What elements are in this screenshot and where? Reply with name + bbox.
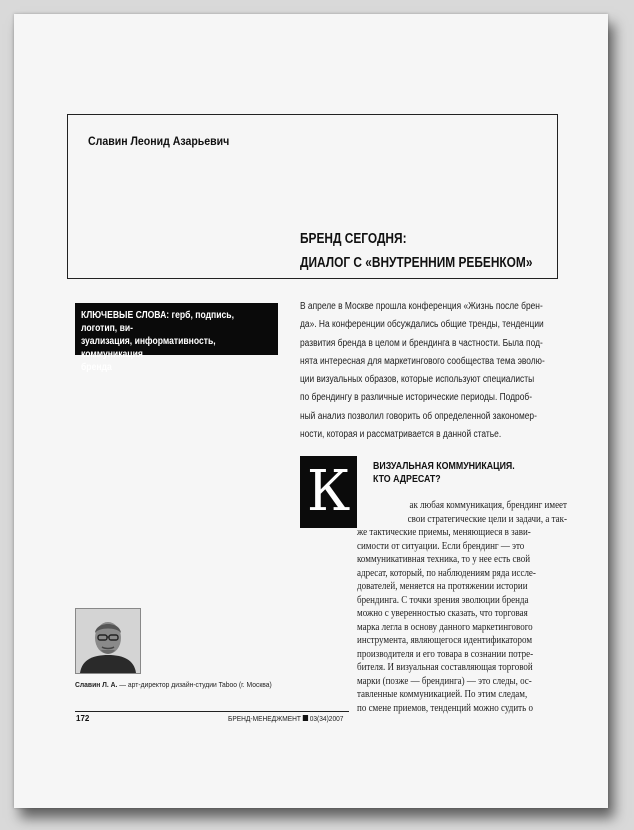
body-line: по смене приемов, тенденций можно судить о xyxy=(357,702,533,714)
article-title-line-2: ДИАЛОГ С «ВНУТРЕННИМ РЕБЕНКОМ» xyxy=(300,255,533,271)
article-title-line-1: БРЕНД СЕГОДНЯ: xyxy=(300,231,407,247)
body-line: производителя и его товара в сознании потре- xyxy=(357,648,534,660)
page-number: 172 xyxy=(76,714,90,723)
journal-footer xyxy=(228,714,343,723)
photo-caption xyxy=(75,680,272,689)
footer-rule xyxy=(75,711,349,712)
body-line: тавленные коммуникацией. По этим следам, xyxy=(357,689,528,700)
abstract xyxy=(300,298,574,444)
body-line: можно с уверенностью сказать, что торговая xyxy=(357,608,528,619)
body-line: же тактические приемы, меняющиеся в зави- xyxy=(357,527,531,538)
abstract-line: В апреле в Москве прошла конференция «Жизнь после брен- xyxy=(300,301,543,312)
section-heading xyxy=(373,460,515,486)
keywords-line: зуализация, информативность, коммуникация xyxy=(81,336,216,360)
section-heading-line-1: ВИЗУАЛЬНАЯ КОММУНИКАЦИЯ. xyxy=(373,460,515,472)
abstract-line: развития бренда в целом и брендинга в частности. Была под- xyxy=(300,337,543,349)
abstract-line: ности, которая и рассматривается в данной статье. xyxy=(300,429,502,441)
body-line: бителя. И визуальная составляющая торговой xyxy=(357,662,533,673)
drop-cap: К xyxy=(300,456,357,528)
author-photo xyxy=(75,608,141,674)
caption-text: — арт-директор дизайн-студии Taboo (г. Москва) xyxy=(117,680,272,689)
body-text xyxy=(357,499,567,715)
journal-name: БРЕНД-МЕНЕДЖМЕНТ xyxy=(228,714,301,723)
abstract-line: ции визуальных образов, которые используют специалисты xyxy=(300,374,535,386)
caption-name: Славин Л. А. xyxy=(75,680,118,689)
article-title xyxy=(300,227,532,275)
article-header-box xyxy=(67,114,558,279)
body-line: марки (позже — брендинга) — это следы, ос- xyxy=(357,675,532,687)
section-heading-line-2: КТО АДРЕСАТ? xyxy=(373,473,441,485)
body-line: марка легла в основу данного маркетингового xyxy=(357,621,533,633)
abstract-line: ный анализ позволил говорить об определенной закономер- xyxy=(300,410,537,422)
abstract-line: по брендингу в различные исторические периоды. Подроб- xyxy=(300,392,532,404)
body-line: ак любая коммуникация, брендинг имеет xyxy=(409,500,567,511)
abstract-line: нята интересная для маркетингового сообщества тема эволю- xyxy=(300,355,545,367)
square-bullet-icon xyxy=(303,715,308,721)
author-name: Славин Леонид Азарьевич xyxy=(88,134,230,148)
journal-issue: 03(34)2007 xyxy=(309,714,344,723)
body-line: коммуникативная техника, то у нее есть свой xyxy=(357,554,531,565)
abstract-line: да». На конференции обсуждались общие тренды, тенденции xyxy=(300,319,544,331)
keywords-line: бренда xyxy=(81,362,112,373)
keywords-line: КЛЮЧЕВЫЕ СЛОВА: герб, подпись, логотип, ви- xyxy=(81,310,234,334)
keywords-box xyxy=(75,303,278,373)
body-line: брендинга. С точки зрения эволюции бренда xyxy=(357,594,529,606)
body-line: свои стратегические цели и задачи, а так- xyxy=(407,513,567,525)
body-line: адресат, который, по наблюдениям ряда иссле- xyxy=(357,567,536,579)
body-line: инструмента, являющегося идентификатором xyxy=(357,635,533,646)
body-line: симости от ситуации. Если брендинг — это xyxy=(357,540,525,552)
body-line: дователей, меняется на протяжении истории xyxy=(357,581,528,592)
magazine-page xyxy=(14,14,608,808)
